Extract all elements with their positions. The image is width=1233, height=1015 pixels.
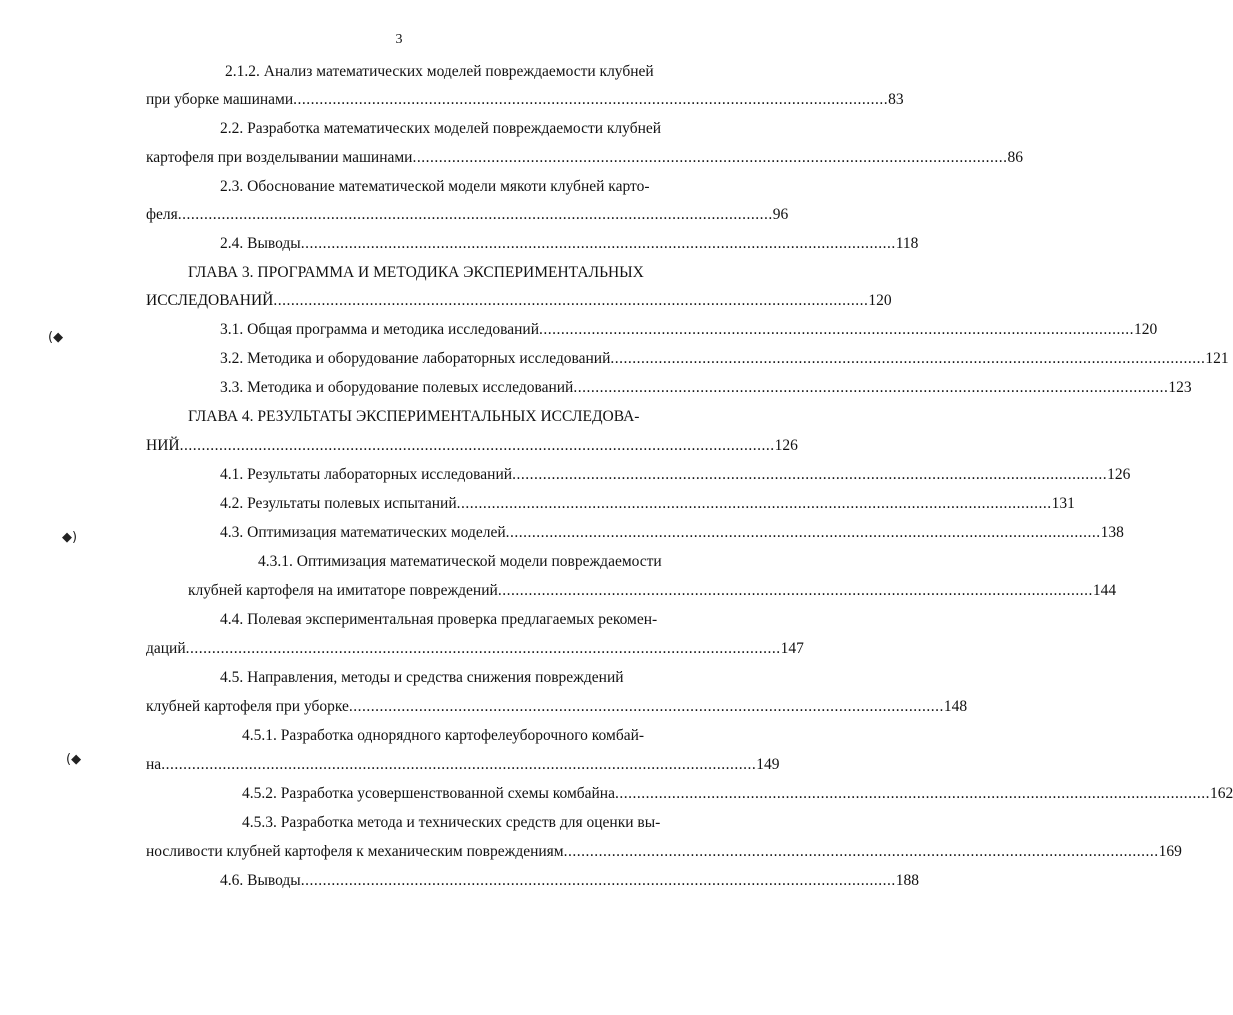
toc-entry: носливости клубней картофеля к механическим повреждениям ........................................................................................................................................ 169 — [146, 843, 1182, 860]
page-number: 3 — [395, 32, 403, 47]
toc-entry: 2.4. Выводы ........................................................................................................................................ 118 — [220, 235, 919, 252]
toc-entry: НИЙ ........................................................................................................................................ 126 — [146, 437, 798, 454]
toc-entry: ИССЛЕДОВАНИЙ ........................................................................................................................................ 120 — [146, 292, 892, 309]
toc-entry: 4.1. Результаты лабораторных исследований ........................................................................................................................................ 126 — [220, 466, 1131, 483]
toc-entry: 4.6. Выводы ........................................................................................................................................ 188 — [220, 872, 919, 889]
toc-entry: клубней картофеля при уборке ........................................................................................................................................ 148 — [146, 698, 968, 715]
toc-line: 2.1.2. Анализ математических моделей повреждаемости клубней — [225, 63, 654, 80]
toc-chapter-heading: ГЛАВА 4. РЕЗУЛЬТАТЫ ЭКСПЕРИМЕНТАЛЬНЫХ ИССЛЕДОВА- — [188, 408, 640, 425]
toc-line: 4.3.1. Оптимизация математической модели повреждаемости — [258, 553, 662, 570]
toc-chapter-heading: ГЛАВА 3. ПРОГРАММА И МЕТОДИКА ЭКСПЕРИМЕНТАЛЬНЫХ — [188, 264, 644, 281]
toc-entry: 4.5.2. Разработка усовершенствованной схемы комбайна ........................................................................................................................................ 162 — [242, 785, 1233, 802]
toc-line: 4.4. Полевая экспериментальная проверка предлагаемых рекомен- — [220, 611, 658, 628]
toc-entry: 3.2. Методика и оборудование лабораторных исследований ........................................................................................................................................ 121 — [220, 350, 1229, 367]
toc-entry: картофеля при возделывании машинами ........................................................................................................................................ 86 — [146, 149, 1023, 166]
toc-entry: 3.3. Методика и оборудование полевых исследований ........................................................................................................................................ 123 — [220, 379, 1192, 396]
toc-entry: феля ........................................................................................................................................ 96 — [146, 206, 789, 223]
toc-line: 2.2. Разработка математических моделей повреждаемости клубней — [220, 120, 662, 137]
binding-hole-mark-icon: (◆ — [48, 330, 64, 345]
toc-entry: на ........................................................................................................................................ 149 — [146, 756, 780, 773]
toc-line: 4.5. Направления, методы и средства снижения повреждений — [220, 669, 624, 686]
toc-entry: 4.2. Результаты полевых испытаний ........................................................................................................................................ 131 — [220, 495, 1075, 512]
binding-hole-mark-icon: ◆) — [62, 530, 78, 545]
toc-entry: 3.1. Общая программа и методика исследований ........................................................................................................................................ 120 — [220, 321, 1158, 338]
toc-line: 2.3. Обоснование математической модели мякоти клубней карто- — [220, 178, 650, 195]
toc-entry: клубней картофеля на имитаторе повреждений ........................................................................................................................................ 144 — [188, 582, 1117, 599]
toc-line: 4.5.1. Разработка однорядного картофелеуборочного комбай- — [242, 727, 645, 744]
toc-entry: при уборке машинами ........................................................................................................................................ 83 — [146, 91, 904, 108]
binding-hole-mark-icon: (◆ — [66, 752, 82, 767]
toc-line: 4.5.3. Разработка метода и технических средств для оценки вы- — [242, 814, 661, 831]
toc-entry: даций ........................................................................................................................................ 147 — [146, 640, 804, 657]
toc-entry: 4.3. Оптимизация математических моделей ........................................................................................................................................ 138 — [220, 524, 1124, 541]
